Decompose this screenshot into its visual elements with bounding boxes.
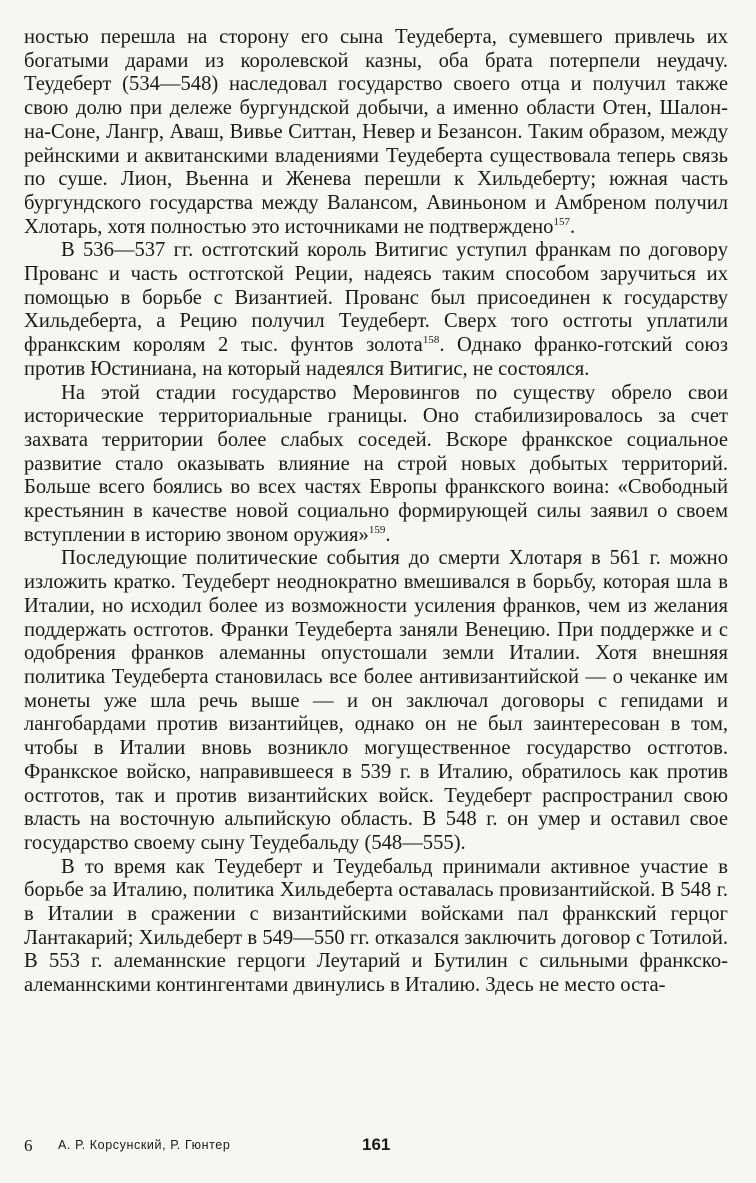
page-number: 161	[362, 1135, 391, 1154]
paragraph-2-tail: . Однако франко-готский союз против Юстиниана, на который надеялся Витигис, не состоялся.	[24, 334, 728, 380]
paragraph-2	[24, 239, 728, 381]
page-footer	[24, 1134, 728, 1158]
paragraph-2-text: В 536—537 гг. остготский король Витигис уступил франкам по договору Прованс и часть остготской Реции, надеясь таким способом заручиться их помощью в борьбе с Византией. Прованс был присоединен к государству Хильдеберта, а Рецию получил Теудеберт. Сверх того остготы уплатили франкским королям 2 тыс. фунтов золота	[24, 239, 728, 357]
footer-authors: А. Р. Корсунский, Р. Гюнтер	[58, 1138, 231, 1152]
footnote-ref-157: 157	[553, 215, 570, 228]
paragraph-1-text: ностью перешла на сторону его сына Теудеберта, сумевшего привлечь их богатыми дарами из королевской казны, оба брата потерпели неудачу. Теудеберт (534—548) наследовал государство своего отца и получил также свою долю при дележе бургундской добычи, а именно области Отен, Шалон-на-Соне, Лангр, Аваш, Вивье Ситтан, Невер и Безансон. Таким образом, между рейнскими и аквитанскими владениями Теудеберта существовала теперь связь по суше. Лион, Вьенна и Женева перешли к Хильдеберту; южная часть бургундского государства между Валансом, Авиньоном и Амбреном получил Хлотарь, хотя полностью это источниками не подтверждено	[24, 26, 728, 238]
signature-mark: 6	[24, 1136, 33, 1155]
footnote-ref-158: 158	[422, 334, 440, 347]
paragraph-3	[24, 382, 728, 548]
paragraph-3-tail: .	[385, 523, 391, 546]
body-text	[24, 26, 728, 998]
paragraph-4	[24, 547, 728, 855]
paragraph-1: ностью перешла на сторону его сына Теудеберта, сумевшего привлечь их богатыми дарами из королевской казны, оба брата потерпели неудачу. Теудеберт (534—548) наследовал государство своего отца и получил также свою долю при дележе бургундской добычи, а именно области Отен, Шалон-на-Соне, Лангр, Аваш, Вивье Ситтан, Невер и Безансон. Таким образом, между рейнскими и аквитанскими владениями Теудеберта существовала теперь связь по суше. Лион, Вьенна и Женева перешли к Хильдеберту; южная часть бургундского государства между Валансом, Авиньоном и Амбреном получил Хлотарь, хотя полностью это источниками не подтверждено$^{157}$.	[24, 26, 728, 238]
paragraph-5	[24, 856, 728, 998]
footnote-ref-159: 159	[368, 523, 386, 536]
paragraph-5-text: В то время как Теудеберт и Теудебальд принимали активное участие в борьбе за Италию, политика Хильдеберта оставалась провизантийской. В 548 г. в Италии в сражении с византийскими войсками пал франкский герцог Лантакарий; Хильдеберт в 549—550 гг. отказался заключить договор с Тотилой. В 553 г. алеманнские герцоги Леутарий и Бутилин с сильными франкско-алеманнскими контингентами двинулись в Италию. Здесь не место оста-	[24, 855, 728, 997]
paragraph-4-text: Последующие политические события до смерти Хлотаря в 561 г. можно изложить кратко. Теудеберт неоднократно вмешивался в борьбу, которая шла в Италии, но исходил более из возможности усиления франков, чем из желания поддержать остготов. Франки Теудеберта заняли Венецию. При поддержке и с одобрения франков алеманны опустошали земли Италии. Хотя внешняя политика Теудеберта становилась все более антивизантийской — о чеканке им монеты уже шла речь выше — и он заключал договоры с гепидами и лангобардами против византийцев, однако он не был заинтересован в том, чтобы в Италии вновь возникло могущественное государство остготов. Франкское войско, направившееся в 539 г. в Италию, обратилось как против остготов, так и против византийских войск. Теудеберт распространил свою власть на восточную альпийскую область. В 548 г. он умер и оставил свое государство своему сыну Теудебальду (548—555).	[24, 547, 728, 854]
paragraph-3-text: На этой стадии государство Меровингов по существу обрело свои исторические территориальные границы. Оно стабилизировалось за счет захвата территории более слабых соседей. Вскоре франкское социальное развитие стало оказывать влияние на строй новых добытых территорий. Больше всего боялись во всех частях Европы франкского воина: «Свободный крестьянин в качестве новой социально формирующей силы заявил о своем вступлении в историю звоном оружия»	[24, 381, 728, 546]
